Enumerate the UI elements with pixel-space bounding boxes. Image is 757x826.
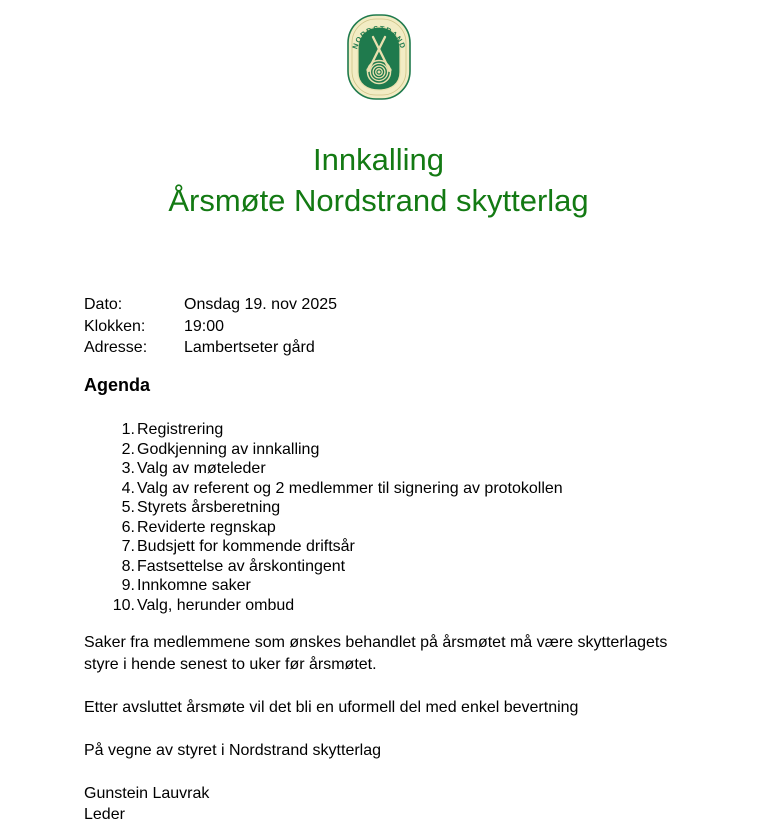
agenda-item-label: Fastsettelse av årskontingent [137, 557, 346, 575]
agenda-item-number: 8. [121, 557, 135, 575]
agenda-item [84, 518, 563, 538]
agenda-item-number: 10. [112, 596, 135, 614]
nordstrand-skytterlag-logo [347, 14, 411, 100]
detail-label-address: Adresse: [84, 339, 148, 356]
agenda-item [84, 576, 563, 596]
agenda-item-label: Reviderte regnskap [137, 518, 276, 536]
agenda-item [84, 440, 563, 460]
agenda-item-number: 1. [121, 421, 135, 438]
detail-row-address [84, 337, 337, 359]
agenda-item-label: Valg, herunder ombud [137, 596, 295, 614]
agenda-item-number: 3. [121, 460, 135, 477]
signature-title: Leder [84, 806, 125, 823]
paragraph-on-behalf-line: På vegne av styret i Nordstrand skytterlag [84, 741, 382, 759]
detail-row-time [84, 316, 337, 338]
agenda-heading: Agenda [84, 375, 151, 395]
page-title [0, 139, 757, 221]
agenda-item-label: Valg av møteleder [137, 460, 266, 477]
logo-arc-text: NORDSTRAND [349, 23, 408, 51]
agenda-item [84, 459, 563, 479]
agenda-item-label: Styrets årsberetning [137, 499, 281, 516]
agenda-item-number: 4. [121, 479, 135, 497]
agenda-item-label: Budsjett for kommende driftsår [137, 538, 355, 555]
paragraph-on-behalf [84, 740, 724, 762]
agenda-item [84, 596, 563, 616]
paragraph-submission-line-2: styre i hende senest to uker før årsmøtet. [84, 655, 377, 673]
title-line-1: Innkalling [313, 142, 444, 177]
agenda-item-number: 7. [121, 538, 135, 555]
meeting-details [84, 294, 337, 359]
detail-row-date [84, 294, 337, 316]
agenda-item [84, 498, 563, 518]
title-line-2: Årsmøte Nordstrand skytterlag [168, 183, 589, 218]
paragraph-refreshments-line: Etter avsluttet årsmøte vil det bli en uformell del med enkel bevertning [84, 698, 579, 716]
detail-value-time: 19:00 [184, 317, 225, 335]
paragraph-submission [84, 632, 724, 675]
paragraph-refreshments [84, 697, 724, 719]
agenda-item [84, 557, 563, 577]
agenda-item-number: 2. [121, 440, 135, 458]
agenda-item-label: Registrering [137, 421, 224, 438]
agenda-item-number: 6. [121, 518, 135, 536]
agenda-item [84, 479, 563, 499]
agenda-item-number: 5. [121, 499, 135, 516]
logo-container [0, 14, 757, 100]
detail-value-address: Lambertseter gård [184, 339, 315, 356]
paragraph-submission-line-1: Saker fra medlemmene som ønskes behandlet på årsmøtet må være skytterlagets [84, 634, 668, 651]
body-text [84, 632, 724, 826]
agenda-item-number: 9. [121, 577, 135, 594]
detail-label-time: Klokken: [84, 317, 146, 335]
signature-block [84, 783, 724, 826]
agenda-list [84, 420, 563, 615]
agenda-item [84, 537, 563, 557]
bullseye-target-icon [367, 61, 390, 84]
agenda-item-label: Valg av referent og 2 medlemmer til signering av protokollen [137, 479, 563, 497]
detail-value-date: Onsdag 19. nov 2025 [184, 296, 338, 313]
agenda-item-label: Innkomne saker [137, 577, 251, 594]
detail-label-date: Dato: [84, 296, 123, 313]
agenda-item-label: Godkjenning av innkalling [137, 440, 320, 458]
agenda-item [84, 420, 563, 440]
signature-name: Gunstein Lauvrak [84, 784, 210, 802]
